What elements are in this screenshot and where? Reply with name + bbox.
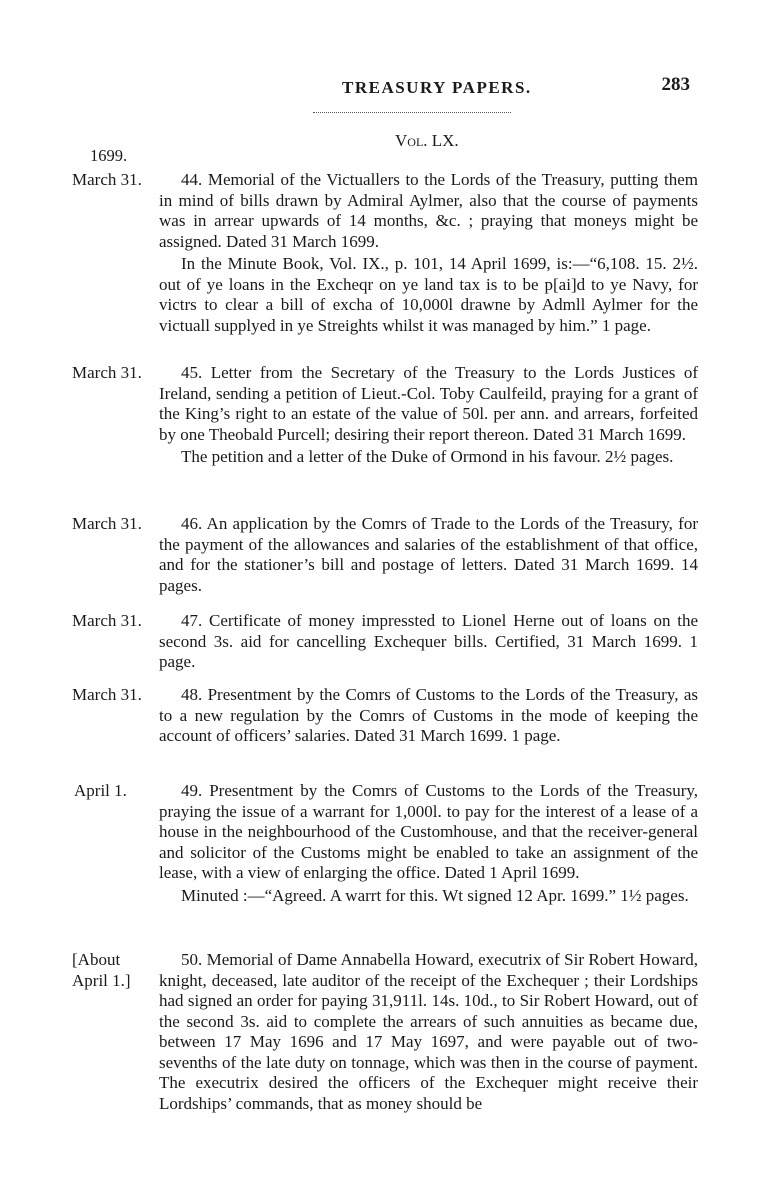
entry-body: 47. Certificate of money impressted to Lionel Herne out of loans on the second 3s. aid for cancelling Exchequer bills. Certified, 31 March 1699. 1 page. xyxy=(159,611,698,671)
entry-body: 49. Presentment by the Comrs of Customs to the Lords of the Treasury, praying the issue of a warrant for 1,000l. to pay for the interest of a lease of a house in the neighbourhood of the Customhouse, and that the receiver-general and solicitor of the Customs might be enabled to take an assignment of the lease, with a view of enlarging the office. Dated 1 April 1699. xyxy=(159,781,698,882)
entry-text xyxy=(159,685,698,747)
entry-text xyxy=(159,950,698,1114)
entry-text xyxy=(159,170,698,336)
entry-text xyxy=(159,781,698,906)
entry-date: April 1. xyxy=(74,781,127,800)
entry-note: In the Minute Book, Vol. IX., p. 101, 14 April 1699, is:—“6,108. 15. 2½. out of ye loans in the Excheqr on ye land tax is to be p[ai]d to ye Navy, for victrs to clear a bill of excha of 10,000l drawne by Admll Aylmer for the victuall supplyed in ye Streights whilst it was managed by him.” 1 page. xyxy=(159,254,698,335)
entry-date: March 31. xyxy=(72,611,142,630)
entry-date: March 31. xyxy=(72,363,142,382)
entry-date: March 31. xyxy=(72,514,142,533)
running-title: TREASURY PAPERS. xyxy=(342,78,532,97)
entry-text xyxy=(159,514,698,596)
entry-body: 44. Memorial of the Victuallers to the Lords of the Treasury, putting them in mind of bills drawn by Admiral Aylmer, also that the course of payments was in arrear upwards of 14 months, &c. ; praying that moneys might be assigned. Dated 31 March 1699. xyxy=(159,170,698,251)
page-number: 283 xyxy=(661,74,690,95)
entry-body: 45. Letter from the Secretary of the Treasury to the Lords Justices of Ireland, sending a petition of Lieut.-Col. Toby Caulfeild, praying for a grant of the King’s right to an estate of the value of 50l. per ann. and arrears, forfeited by one Theobald Purcell; desiring their report thereon. Dated 31 March 1699. xyxy=(159,363,698,444)
entry-body: 50. Memorial of Dame Annabella Howard, executrix of Sir Robert Howard, knight, deceased, late auditor of the receipt of the Exchequer ; their Lordships had signed an order for paying 31,911l. 14s. 10d., to Sir Robert Howard, out of the second 3s. aid to complete the arrears of such annuities as became due, between 17 May 1696 and 17 May 1697, and were payable out of two-sevenths of the late duty on tonnage, which was then in the course of payment. The executrix desired the officers of the Exchequer might receive their Lordships’ commands, that as money should be xyxy=(159,950,698,1113)
entry-date: March 31. xyxy=(72,170,142,189)
entry-text xyxy=(159,363,698,468)
entry-date: March 31. xyxy=(72,685,142,704)
entry-date: [About April 1.] xyxy=(72,950,131,990)
header-rule xyxy=(313,112,511,113)
running-head xyxy=(330,74,690,102)
year-marginal: 1699. xyxy=(90,146,128,165)
entry-body: 48. Presentment by the Comrs of Customs to the Lords of the Treasury, as to a new regulation by the Comrs of Customs in the mode of keeping the account of officers’ salaries. Dated 31 March 1699. 1 page. xyxy=(159,685,698,745)
entry-text xyxy=(159,611,698,673)
entry-body: 46. An application by the Comrs of Trade to the Lords of the Treasury, for the payment of the allowances and salaries of the establishment of that office, and for the stationer’s bill and postage of letters. Dated 31 March 1699. 14 pages. xyxy=(159,514,698,595)
entry-note: The petition and a letter of the Duke of Ormond in his favour. 2½ pages. xyxy=(181,447,674,466)
volume-heading: Vol. LX. xyxy=(395,131,459,150)
entry-note: Minuted :—“Agreed. A warrt for this. Wt signed 12 Apr. 1699.” 1½ pages. xyxy=(181,885,689,905)
